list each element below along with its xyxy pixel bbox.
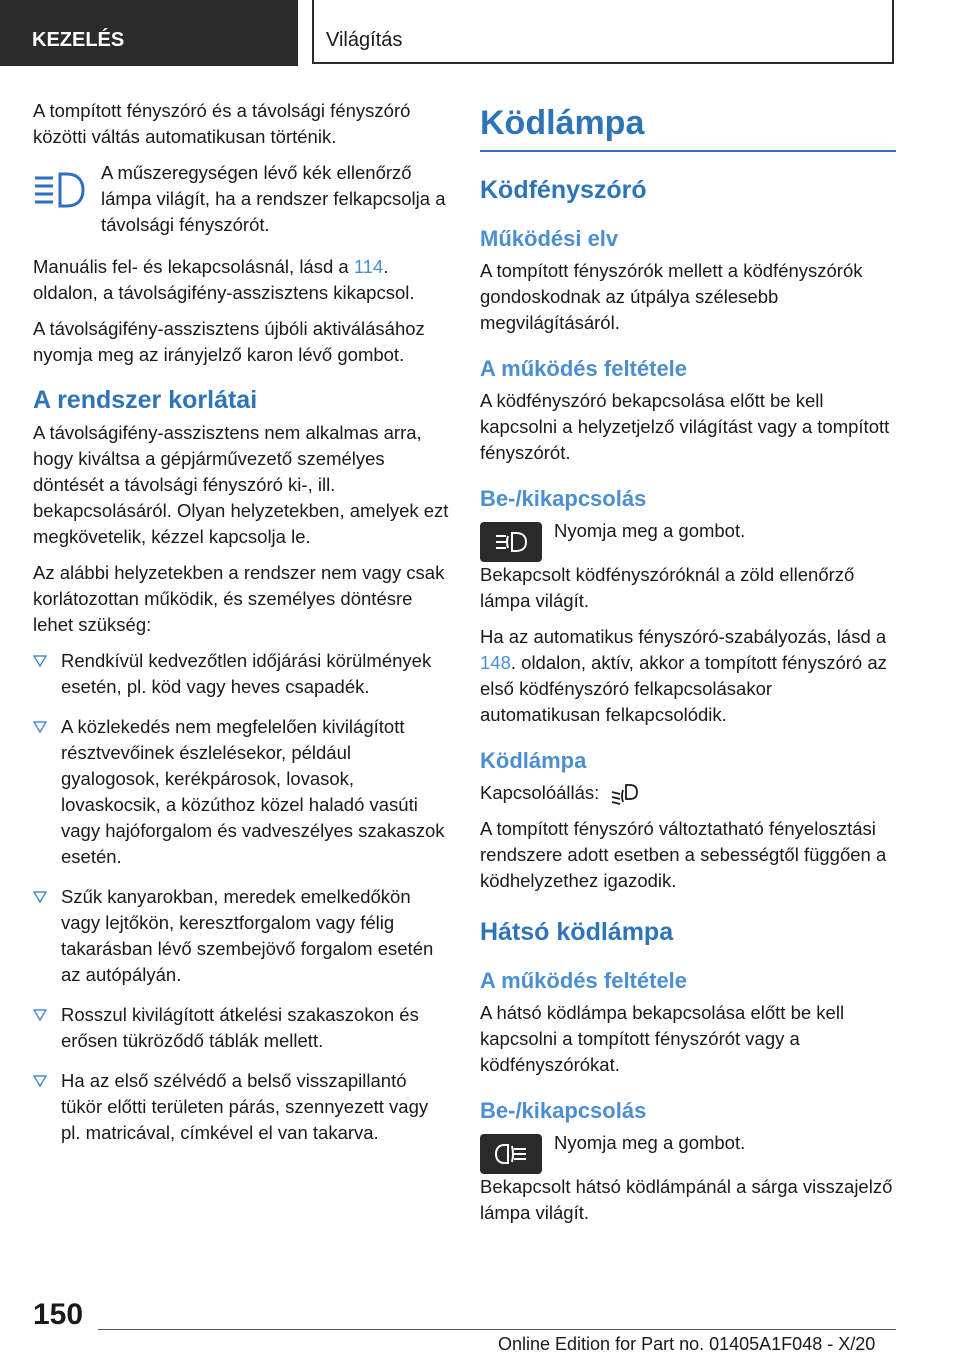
text: Ha az automatikus fényszóró-szabályozás, lásd a (480, 626, 887, 647)
triangle-bullet-icon (33, 890, 47, 904)
page-number: 150 (33, 1298, 84, 1331)
triangle-bullet-icon (33, 1074, 47, 1088)
heading-principle: Működési elv (480, 226, 619, 251)
text: A közlekedés nem megfelelően kivilágított résztvevőinek észlelésekor, például gyalogosok, kerékpárosok, lovasok, lovaskocsik, a közúthoz közel haladó vasúti vagy hajóforgalom és vadveszélyes szakaszok esetén. (61, 716, 445, 867)
page-link[interactable]: 148 (480, 652, 511, 673)
footer-divider (98, 1329, 896, 1330)
button-row (480, 518, 896, 562)
heading-on-off: Be-/kikapcsolás (480, 486, 647, 511)
heading-rear-fog: Hátsó ködlámpa (480, 918, 674, 947)
section-tab: KEZELÉS (0, 0, 298, 66)
text: Ha az első szélvédő a belső visszapillantó tükör előtti területen párás, szennyezett vagy pl. matricával, címkével el van takarva. (61, 1070, 429, 1143)
paragraph: A tompított fényszórók mellett a ködfényszórók gondoskodnak az útpálya szélesebb megvilágításáról. (480, 260, 863, 333)
paragraph: A távolságifény-asszisztens nem alkalmas arra, hogy kiváltsa a gépjárművezető személyes döntését a távolsági fényszóró ki-, ill. bekapcsolásáról. Olyan helyzetekben, amelyek ezt megkövetelik, kézzel kapcsolja le. (33, 422, 449, 547)
heading-fog-lamp: Ködlámpa (480, 98, 896, 152)
left-column (33, 98, 449, 1160)
paragraph: A tompított fényszóró változtatható fényelosztási rendszere adott esetben a sebességtől függően a ködhelyzethez igazodik. (480, 818, 887, 892)
paragraph: A tompított fényszóró és a távolsági fényszóró közötti váltás automatikusan történik. (33, 100, 411, 147)
paragraph: Bekapcsolt hátsó ködlámpánál a sárga visszajelző lámpa világít. (480, 1176, 893, 1224)
list-item (33, 1068, 449, 1146)
heading-condition: A működés feltétele (480, 968, 688, 994)
list-item (33, 1002, 449, 1054)
paragraph-with-link (480, 624, 896, 728)
list-item (33, 884, 449, 988)
text: Manuális fel- és lekapcsolásnál, lásd a (33, 256, 354, 277)
heading-condition: A működés feltétele (480, 356, 688, 381)
heading-front-fog: Ködfényszóró (480, 176, 647, 204)
paragraph-with-link (33, 254, 449, 306)
paragraph: Nyomja meg a gombot. (554, 520, 746, 541)
text: Kapcsolóállás: (480, 782, 600, 803)
page-link[interactable]: 114 (353, 256, 384, 277)
list-item (33, 714, 449, 870)
heading-limits: A rendszer korlátai (33, 386, 258, 414)
front-fog-button-icon (480, 522, 542, 562)
paragraph: Nyomja meg a gombot. (554, 1132, 746, 1154)
button-row (480, 1130, 896, 1174)
triangle-bullet-icon (33, 1008, 47, 1022)
text: Szűk kanyarokban, meredek emelkedőkön vagy lejtőkön, keresztforgalom vagy félig takarásban lévő szembejövő forgalom esetén az autópályán. (61, 886, 434, 985)
indicator-row (33, 160, 449, 244)
heading-foglamp: Ködlámpa (480, 748, 587, 773)
chapter-title: Világítás (312, 0, 894, 64)
text: Rosszul kivilágított átkelési szakaszokon és erősen tükröződő táblák mellett. (61, 1004, 419, 1051)
fog-switch-position-icon (610, 782, 638, 806)
paragraph: A műszeregységen lévő kék ellenőrző lámpa világít, ha a rendszer felkapcsolja a távolsági fényszórót. (101, 162, 446, 235)
paragraph: A ködfényszóró bekapcsolása előtt be kell kapcsolni a helyzetjelző világítást vagy a tompított fényszórót. (480, 390, 890, 463)
heading-on-off: Be-/kikapcsolás (480, 1098, 647, 1124)
text: Rendkívül kedvezőtlen időjárási körülmények esetén, pl. köd vagy heves csapadék. (61, 650, 432, 697)
triangle-bullet-icon (33, 654, 47, 668)
paragraph: A távolságifény-asszisztens újbóli aktiválásához nyomja meg az irányjelző karon lévő gombot. (33, 318, 425, 365)
right-column (480, 98, 896, 1236)
paragraph (480, 780, 896, 806)
high-beam-indicator-icon (33, 164, 87, 218)
paragraph: Az alábbi helyzetekben a rendszer nem vagy csak korlátozottan működik, és személyes döntésre lehet szükség: (33, 562, 445, 635)
paragraph: Bekapcsolt ködfényszóróknál a zöld ellenőrző lámpa világít. (480, 564, 855, 611)
rear-fog-button-icon (480, 1134, 542, 1174)
text: . oldalon, a távolságifény-asszisztens kikapcsol. (33, 256, 415, 303)
text: . oldalon, aktív, akkor a tompított fényszóró az első ködfényszóró felkapcsolásakor automatikusan felkapcsolódik. (480, 652, 887, 725)
list-item (33, 648, 449, 700)
bullet-list (33, 648, 449, 1146)
paragraph: A hátsó ködlámpa bekapcsolása előtt be kell kapcsolni a tompított fényszórót vagy a ködfényszórókat. (480, 1002, 845, 1076)
triangle-bullet-icon (33, 720, 47, 734)
footer-edition: Online Edition for Part no. 01405A1F048 - X/20 (498, 1334, 876, 1354)
